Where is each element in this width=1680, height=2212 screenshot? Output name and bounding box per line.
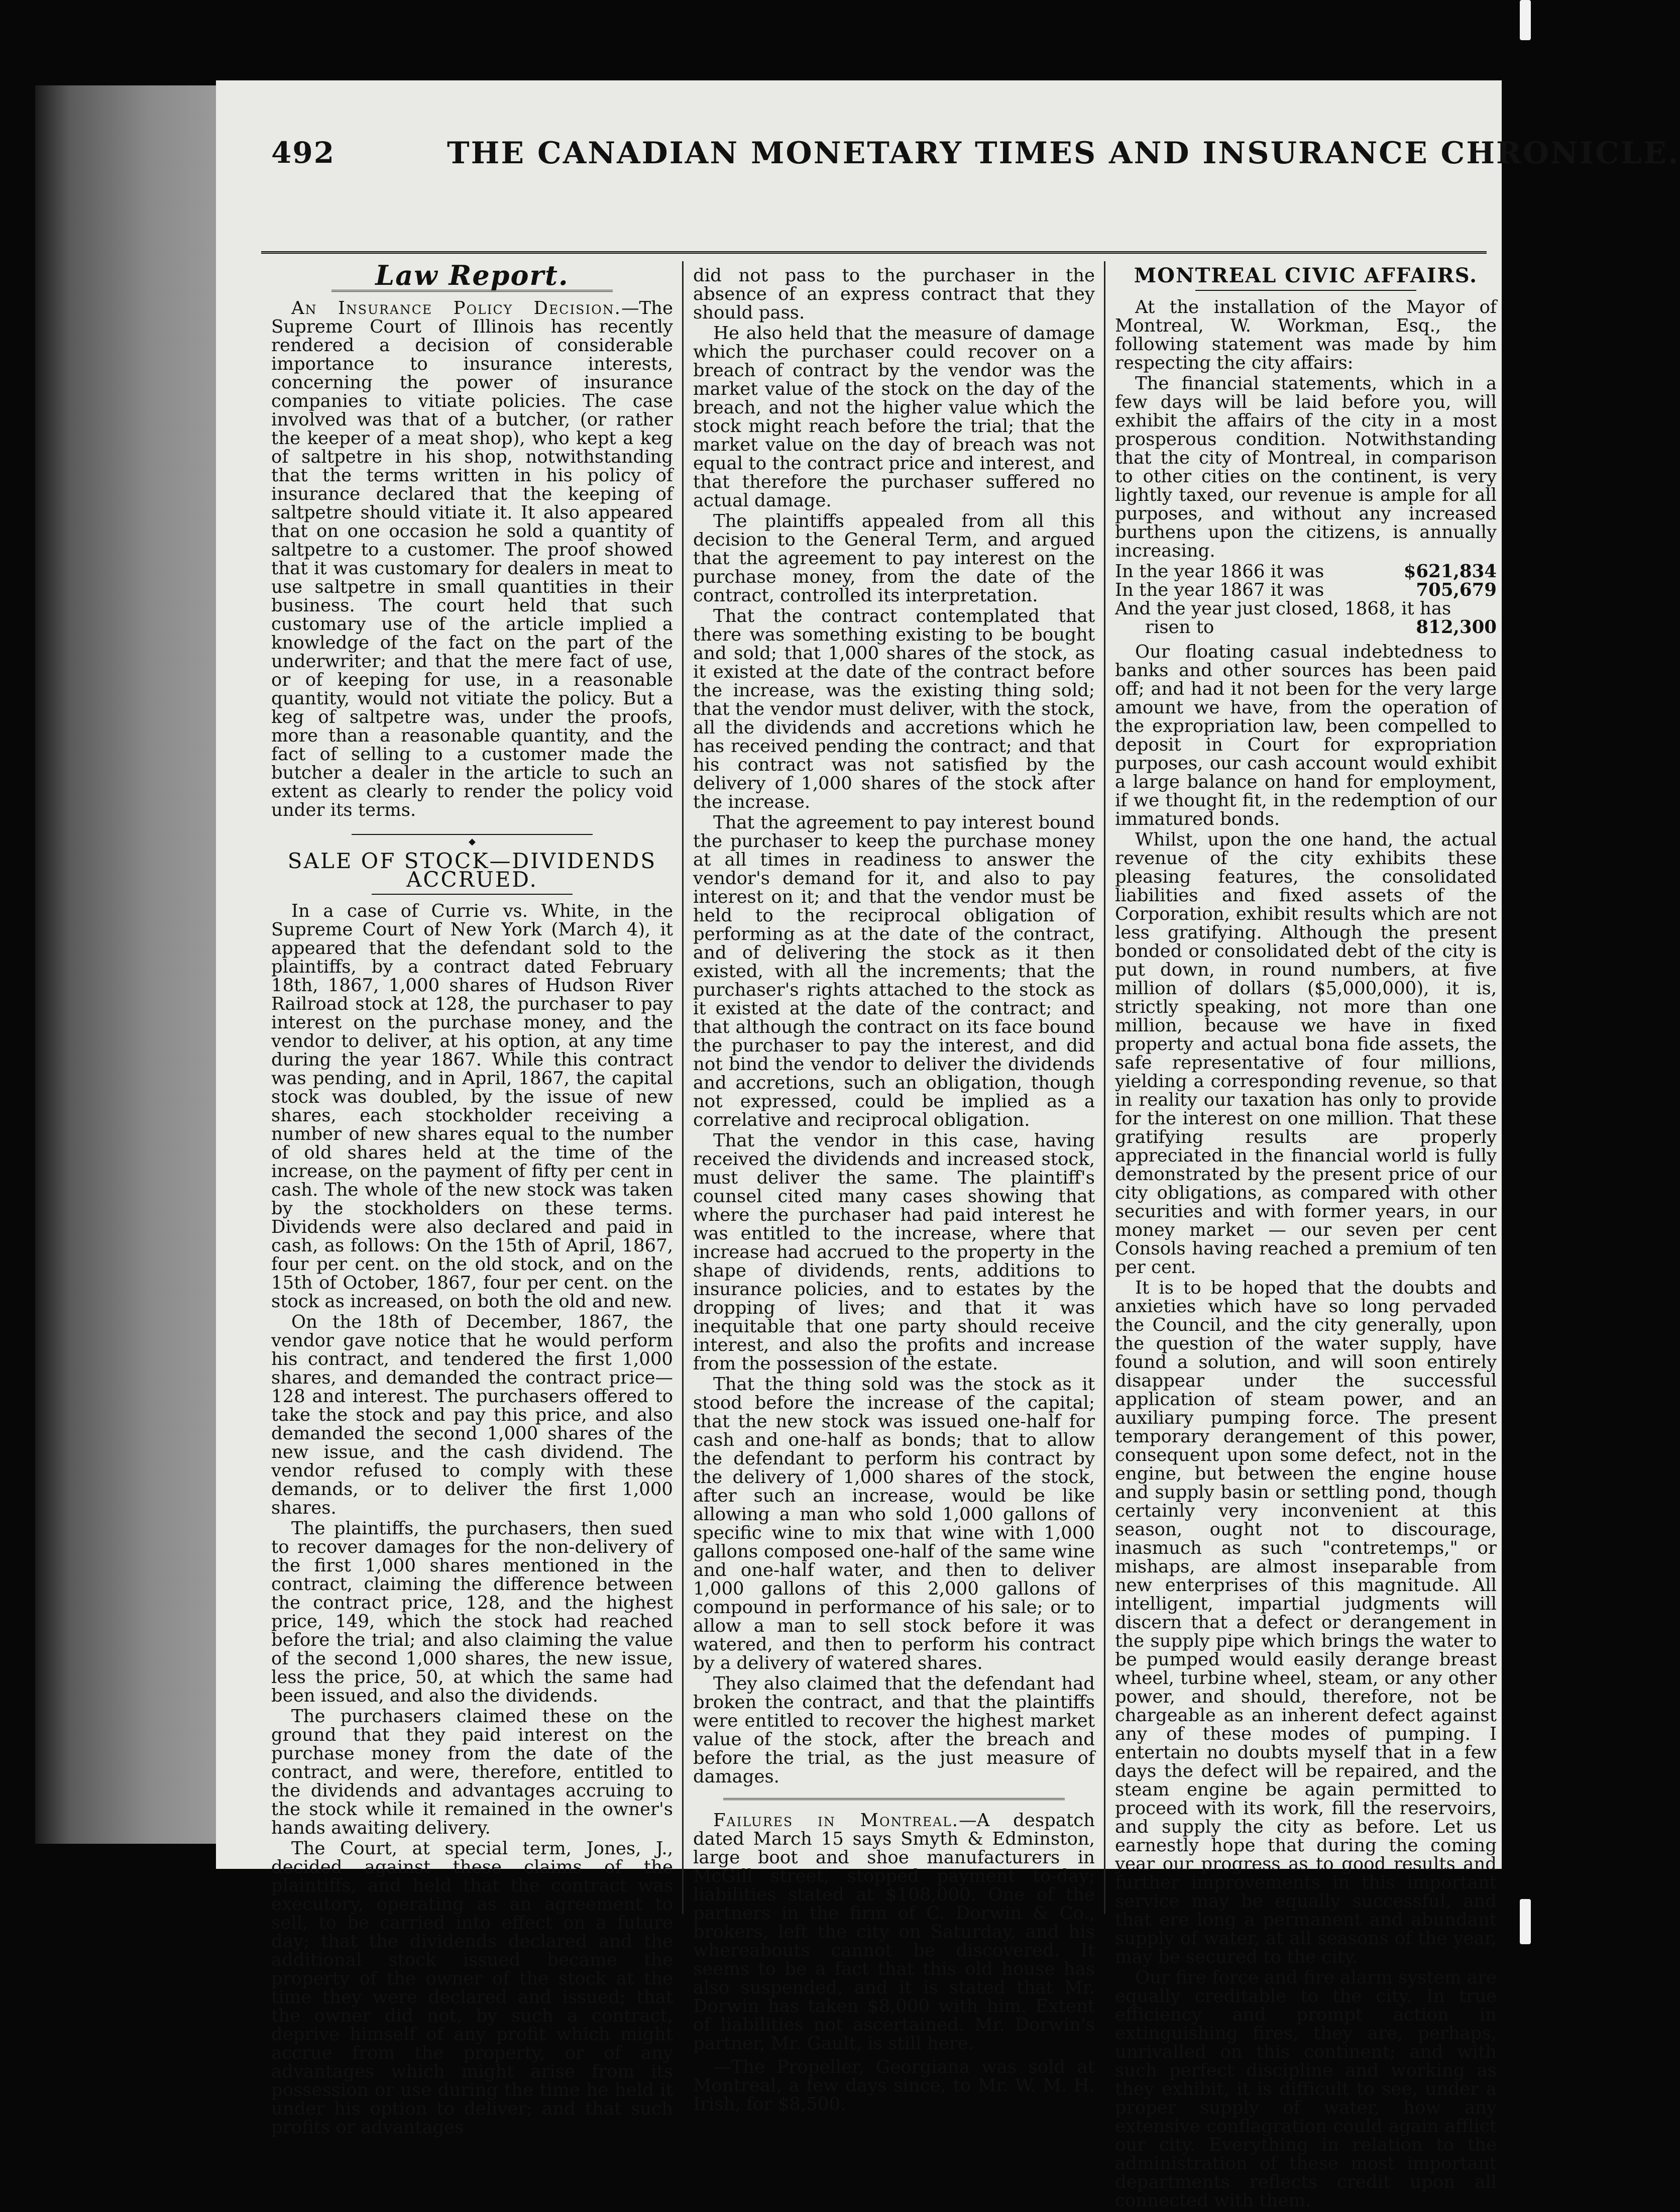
stock-continued-paragraph: did not pass to the purchaser in the absence of an express contract that they should pass. bbox=[693, 265, 1095, 323]
revenue-label: And the year just closed, 1868, it has bbox=[1115, 598, 1451, 619]
column-1 bbox=[271, 259, 673, 2139]
column-rule-left bbox=[682, 261, 684, 1914]
civic-paragraph: Whilst, upon the one hand, the actual revenue of the city exhibits these pleasing features, the consolidated liabilities and fixed assets of the Corporation, exhibit results which are not less gratifying. Although the present bonded or consolidated debt of the city is put down, in round numbers, at five million of dollars ($5,000,000), it is, strictly speaking, not more than one million, because we have in fixed property and actual bona fide assets, the safe representative of four millions, yielding a corresponding revenue, so that in reality our taxation has only to provide for the interest on one million. That these gratifying results are properly appreciated in the financial world is fully demonstrated by the present price of our city obligations, as compared with other securities and with former years, in our money market — our seven per cent Consols having reached a premium of ten per cent. bbox=[1115, 829, 1497, 1278]
civic-paragraph: It is to be hoped that the doubts and anxieties which have so long pervaded the Council, and the city generally, upon the question of the water supply, have found a solution, and will soon entirely disappear under the successful application of steam power, and an auxiliary pumping force. The present temporary derangement of this power, consequent upon some defect, not in the engine, but between the engine house and supply basin or settling pond, though certainly very inconvenient at this season, ought not to discourage, inasmuch as such "contretemps," or mishaps, are almost inseparable from new enterprises of this magnitude. All intelligent, impartial judgments will discern that a defect or derangement in the supply pipe which brings the water to be pumped would easily derange breast wheel, turbine wheel, steam, or any other power, and should, therefore, not be chargeable as an inherent defect against any of these modes of pumping. I entertain no doubts myself that in a few days the defect will be repaired, and the steam engine be again permitted to proceed with its work, fill the reservoirs, and supply the city as before. Let us earnestly hope that during the coming year our progress as to good results and further improvements in this important service may be equally successful, and that ere long a permanent and abundant supply of water, at all seasons of the year, may be secured to the city. bbox=[1115, 1278, 1497, 1967]
article-divider: ◆ bbox=[271, 829, 673, 839]
stock-continued-paragraph: That the vendor in this case, having received the dividends and increased stock, must deliver the same. The plaintiff's counsel cited many cases showing that where the purchaser had paid interest he was entitled to the increase, where that increase had accrued to the property in the shape of dividends, rents, additions to insurance policies, and to estates by the dropping of lives; and that it was inequitable that one party should receive interest, and also the profits and increase from the possession of the estate. bbox=[693, 1130, 1095, 1374]
civic-paragraph: Our floating casual indebtedness to banks and other sources has been paid off; and had it not been for the very large amount we have, from the operation of the expropriation law, been compelled to deposit in Court for expropriation purposes, our cash account would exhibit a large balance on hand for employment, if we thought fit, in the redemption of our immatured bonds. bbox=[1115, 642, 1497, 829]
column-2 bbox=[693, 266, 1095, 2116]
revenue-line-1868 bbox=[1115, 599, 1497, 618]
stock-continued-paragraph: That the agreement to pay interest bound the purchaser to keep the purchase money at all times in readiness to answer the vendor's demand for it, and also to pay interest on it; and that the vendor must be held to the reciprocal obligation of performing as at the date of the contract, and of delivering the stock as it then existed, with all the increments; that the purchaser's rights attached to the stock as it existed at the date of the contract; and that although the contract on its face bound the purchaser to pay the interest, and did not bind the vendor to deliver the dividends and accretions, such an obligation, though not expressed, could be implied as a correlative and reciprocal obligation. bbox=[693, 812, 1095, 1130]
insurance-article bbox=[271, 299, 673, 819]
heading-rule bbox=[1195, 290, 1416, 291]
stock-continued-paragraph: The plaintiffs appealed from all this decision to the General Term, and argued that the agreement to pay interest on the purchase money, from the date of the contract, controlled its interpretation. bbox=[693, 511, 1095, 606]
insurance-article-text: —The Supreme Court of Illinois has recently rendered a decision of considerable importance to insurance interests, concerning the power of insurance companies to vitiate policies. The case involved was that of a butcher, (or rather the keeper of a meat shop), who kept a keg of saltpetre in his shop, notwithstanding that the terms written in his policy of insurance declared that the keeping of saltpetre should vitiate it. It also appeared that on one occasion he sold a quantity of saltpetre to a customer. The proof showed that it was customary for dealers in meat to use saltpetre in small quantities in their business. The court held that such customary use of the article implied a knowledge of the fact on the part of the underwriter; and that the mere fact of use, or of keeping for use, in a reasonable quantity, would not vitiate the policy. But a keg of saltpetre was, under the proofs, more than a reasonable quantity, and the fact of selling to a customer made the butcher a dealer in the article to such an extent as clearly to render the policy void under its terms. bbox=[271, 298, 673, 820]
failures-article bbox=[693, 1811, 1095, 2053]
revenue-line-1866 bbox=[1115, 562, 1497, 581]
film-sprocket-mark-top bbox=[1520, 0, 1531, 40]
insurance-article-lead: An Insurance Policy Decision. bbox=[291, 298, 621, 319]
article-divider bbox=[723, 1798, 1065, 1800]
journal-title: THE CANADIAN MONETARY TIMES AND INSURANCE CHRONICLE. bbox=[447, 136, 1680, 171]
revenue-label: risen to bbox=[1145, 617, 1214, 638]
book-page-edge bbox=[35, 85, 226, 1844]
revenue-label: In the year 1867 it was bbox=[1115, 580, 1324, 600]
newspaper-page bbox=[216, 80, 1680, 2211]
civic-paragraph: At the installation of the Mayor of Montreal, W. Workman, Esq., the following statement was made by him respecting the city affairs: bbox=[1115, 297, 1497, 373]
failures-article-text: —A despatch dated March 15 says Smyth & Edminston, large boot and shoe manufacturers in McGill street, stopped payment to-day; liabilities stated at $108,000. One of the partners in the firm of C. Dorwin & Co., brokers, left the city on Saturday, and his whereabouts cannot be discovered. It seems to be a fact that this old house has also suspended, and it is stated that Mr. Dorwin has taken $8,000 with him. Extent of liabilities not ascertained. Mr. Dorwin's partner, Mr. Gault, is still here. bbox=[693, 1810, 1095, 2054]
header-rule bbox=[261, 251, 1487, 254]
propeller-notice: —The Propeller, Georgiana was sold at Montreal, a few days since, to Mr. W. M. H. Irish, for $8,500. bbox=[693, 2057, 1095, 2115]
revenue-amount: 705,679 bbox=[1416, 580, 1497, 600]
stock-paragraph: The purchasers claimed these on the ground that they paid interest on the purchase money from the date of the contract, and were, therefore, entitled to the dividends and advantages accruing to the stock while it remained in the owner's hands awaiting delivery. bbox=[271, 1706, 673, 1838]
stock-continued-paragraph: They also claimed that the defendant had broken the contract, and that the plaintiffs were entitled to recover the highest market value of the stock, after the breach and before the trial, as the just measure of damages. bbox=[693, 1673, 1095, 1787]
stock-paragraph: The Court, at special term, Jones, J., decided against these claims of the plaintiffs, and held that the contract was executory, operating as an agreement to sell, to be carried into effect on a future day; that the dividends declared and the additional stock issued became the property of the owner of the stock at the time they were declared and issued; that the owner did not, by such a contract, deprive himself of any profit which might accrue from the property, or of any advantages which might arise from its possession or use during the time he held it under his option to deliver; and that such profits or advantages bbox=[271, 1838, 673, 2138]
stock-paragraph: In a case of Currie vs. White, in the Supreme Court of New York (March 4), it appeared that the defendant sold to the plaintiffs, by a contract dated February 18th, 1867, 1,000 shares of Hudson River Railroad stock at 128, the purchaser to pay interest on the purchase money, and the vendor to deliver, at his option, at any time during the year 1867. While this contract was pending, and in April, 1867, the capital stock was doubled, by the issue of new shares, each stockholder receiving a number of new shares equal to the number of old shares held at the time of the increase, on the payment of fifty per cent in cash. The whole of the new stock was taken by the stockholders on these terms. Dividends were also declared and paid in cash, as follows: On the 15th of April, 1867, four per cent. on the old stock, and on the 15th of October, 1867, four per cent. on the stock as increased, on both the old and new. bbox=[271, 901, 673, 1312]
stock-continued-paragraph: He also held that the measure of damage which the purchaser could recover on a breach of contract by the vendor was the market value of the stock on the day of the breach, and not the higher value which the stock might reach before the trial; that the market value on the day of breach was not equal to the contract price and interest, and that therefore the purchaser suffered no actual damage. bbox=[693, 323, 1095, 511]
page-number: 492 bbox=[271, 136, 335, 170]
heading-rule bbox=[372, 894, 573, 895]
civic-paragraph: The financial statements, which in a few days will be laid before you, will exhibit the affairs of the city in a most prosperous condition. Notwithstanding that the city of Montreal, in comparison to other cities on the continent, is very lightly taxed, our revenue is ample for all purposes, and without any increased burthens upon the citizens, is annually increasing. bbox=[1115, 373, 1497, 561]
revenue-label: In the year 1866 it was bbox=[1115, 561, 1324, 582]
failures-article-lead: Failures in Montreal. bbox=[713, 1810, 959, 1831]
stock-paragraph: The plaintiffs, the purchasers, then sued to recover damages for the non-delivery of the first 1,000 shares mentioned in the contract, claiming the difference between the contract price, 128, and the highest price, 149, which the stock had reached before the trial; and also claiming the value of the second 1,000 shares, the new issue, less the price, 50, at which the same had been issued, and also the dividends. bbox=[271, 1518, 673, 1706]
revenue-line-1867 bbox=[1115, 581, 1497, 599]
film-sprocket-mark-bottom bbox=[1520, 1899, 1531, 1944]
law-report-heading: Law Report. bbox=[375, 259, 569, 291]
stock-continued-paragraph: That the thing sold was the stock as it stood before the increase of the capital; that the new stock was issued one-half for cash and one-half as bonds; that to allow the defendant to perform his contract by the delivery of 1,000 shares of the stock, after such an increase, would be like allowing a man who sold 1,000 gallons of specific wine to mix that wine with 1,000 gallons composed one-half of the same wine and one-half water, and then to deliver 1,000 gallons of this 2,000 gallons of compound in performance of his sale; or to allow a man to sell stock before it was watered, and then to perform his contract by a delivery of watered shares. bbox=[693, 1374, 1095, 1673]
sale-of-stock-heading: SALE OF STOCK—DIVIDENDS ACCRUED. bbox=[287, 849, 657, 892]
revenue-line-1868-total bbox=[1115, 618, 1497, 637]
column-3 bbox=[1115, 266, 1497, 2212]
page-header bbox=[271, 131, 1680, 186]
stock-paragraph: On the 18th of December, 1867, the vendor gave notice that he would perform his contract, and tendered the first 1,000 shares, and demanded the contract price—128 and interest. The purchasers offered to take the stock and pay this price, and also demanded the second 1,000 shares of the new issue, and the cash dividend. The vendor refused to comply with these demands, or to deliver the first 1,000 shares. bbox=[271, 1312, 673, 1518]
stock-continued-paragraph: That the contract contemplated that there was something existing to be bought and sold; that 1,000 shares of the stock, as it existed at the date of the contract before the increase, was the existing thing sold; that the vendor must deliver, with the stock, all the dividends and accretions which he has received pending the contract; and that his contract was not satisfied by the delivery of 1,000 shares of the stock after the increase. bbox=[693, 606, 1095, 812]
civic-affairs-heading: MONTREAL CIVIC AFFAIRS. bbox=[1134, 264, 1478, 287]
revenue-amount: $621,834 bbox=[1403, 561, 1497, 582]
column-rule-right bbox=[1104, 261, 1105, 1914]
civic-paragraph: Our fire force and fire alarm system are equally creditable to the city. In true efficiency and prompt action in extinguishing fires, they are, perhaps, unrivalled on this continent; and with such perfect discipline and working as they exhibit, it is difficult to see, under a proper supply of water, how any extensive conflagration could again afflict our city. Everything in relation to the administration of these most important departments reflects credit upon all connected with them. bbox=[1115, 1967, 1497, 2211]
revenue-amount: 812,300 bbox=[1416, 617, 1497, 638]
